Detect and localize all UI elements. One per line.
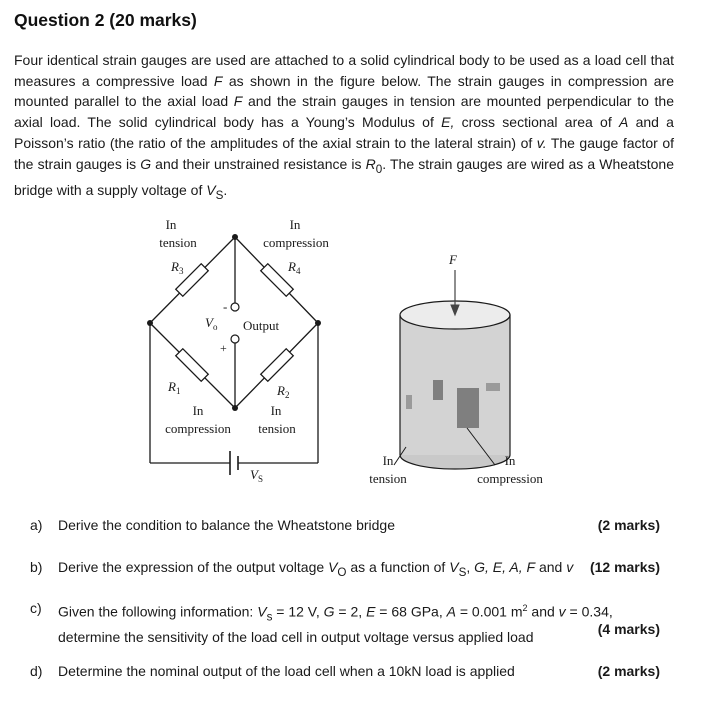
part-a-marks: (2 marks)	[597, 517, 660, 533]
label-vs: $V_S$	[250, 467, 263, 484]
part-a-label: a)	[30, 517, 43, 533]
label-r2: $R_2$	[277, 383, 290, 400]
label-r3: $R_3$	[171, 259, 184, 276]
part-b-marks: (12 marks)	[589, 559, 660, 575]
part-c-marks: (4 marks)	[597, 621, 660, 637]
part-c-text: Given the following information: $V_s = 12$ V, G = 2, E = 68 GPa, A = 0.001 $m^2$ and v = 0.34, determine the sensitivity of the load cell in output voltage versus applied load	[58, 603, 613, 646]
question-title: Question 2 (20 marks)	[14, 10, 197, 30]
bottom-left-label-compression: compression	[165, 421, 231, 436]
top-left-label-in: In	[165, 217, 177, 232]
part-d-marks: (2 marks)	[597, 663, 660, 679]
top-right-label-compression: compression	[263, 235, 329, 250]
output-terminals	[231, 303, 239, 343]
bottom-right-label-in: In	[270, 403, 282, 418]
cylinder-compression-label-compression: compression	[477, 471, 543, 486]
part-c	[30, 598, 670, 646]
label-force: F	[449, 252, 457, 267]
resistor-r2	[261, 349, 294, 382]
part-b	[30, 557, 670, 579]
part-b-text: Derive the expression of the output voltage $V_O$ as a function of $V_S$, G, E, A, F and v	[58, 559, 574, 579]
label-r1: $R_1$	[168, 379, 181, 396]
battery-vs-symbol	[230, 451, 238, 475]
bottom-right-label-tension: tension	[258, 421, 296, 436]
part-d-text: Determine the nominal output of the load cell when a 10kN load is applied	[58, 663, 515, 679]
label-vo: $V_o$	[205, 315, 218, 332]
resistor-r1	[176, 349, 209, 382]
part-a	[30, 515, 670, 537]
label-output: Output	[243, 318, 280, 333]
label-r4: $R_4$	[288, 259, 301, 276]
problem-statement: Four identical strain gauges are used are attached to a solid cylindrical body to be used as a load cell that measures a compressive load F as shown in the figure below. The strain gauges in compression are mounted parallel to the axial load F and the strain gauges in tension are mounted perpendicular to the axial load. The solid cylindrical body has a Young’s Modulus of E, cross sectional area of A and a Poisson’s ratio (the ratio of the amplitudes of the axial strain to the lateral strain) of v. The gauge factor of the strain gauges is G and their unstrained resistance is $R_0$. The strain gauges are wired as a Wheatstone bridge with a supply voltage of $V_S$.	[14, 52, 675, 202]
bottom-left-label-in: In	[192, 403, 204, 418]
part-d	[30, 661, 670, 683]
top-right-label-in: In	[289, 217, 301, 232]
cylinder-tension-label-tension: tension	[369, 471, 407, 486]
label-plus: +	[220, 341, 227, 355]
part-a-text: Derive the condition to balance the Wheatstone bridge	[58, 517, 395, 533]
cylinder-tension-label-in: In	[382, 453, 394, 468]
force-arrow	[451, 270, 459, 315]
part-d-label: d)	[30, 663, 43, 679]
load-cell-figure	[140, 215, 560, 505]
top-left-label-tension: tension	[159, 235, 197, 250]
label-minus: -	[223, 299, 228, 314]
part-b-label: b)	[30, 559, 43, 575]
part-c-label: c)	[30, 600, 42, 616]
cylinder-compression-label-in: In	[504, 453, 516, 468]
